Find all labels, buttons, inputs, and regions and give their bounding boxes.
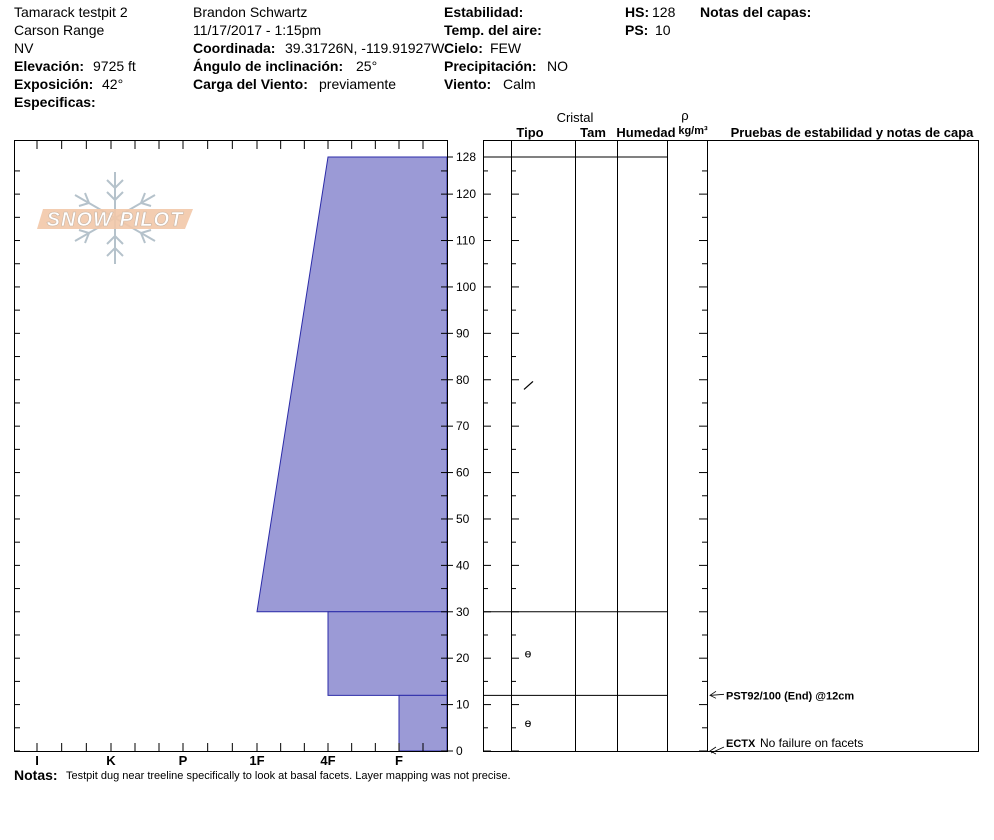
precip-label: Precipitación: [444,58,537,74]
elevation-label: Elevación: [14,58,85,74]
depth-tick-label: 60 [456,465,470,480]
size-header: Tam [580,125,606,140]
stability-tests [710,690,863,754]
moisture-header: Humedad [616,125,676,140]
wind-value: Calm [503,76,536,92]
depth-tick-label: 70 [456,419,470,434]
sky-label: Cielo: [444,40,483,56]
notes-label: Notas: [14,767,58,783]
hardness-profile [257,157,447,751]
grain-symbol [524,381,533,389]
aspect-value: 42° [102,76,124,92]
test-pointer-arrow [710,747,716,754]
logo-text: SNOW PILOT [46,209,184,231]
coord-value: 39.31726N, -119.91927W [285,40,445,56]
grain-symbol: ɵ [524,716,532,731]
snowpilot-logo [37,172,193,264]
stability-test-note: No failure on facets [760,736,864,750]
depth-tick-label: 20 [456,651,470,666]
wind-load-value: previamente [319,76,397,92]
depth-tick-label: 128 [456,150,477,164]
density-unit-header: kg/m³ [678,125,708,137]
notes-text: Testpit dug near treeline specifically to look at basal facets. Layer mapping was not precise. [66,770,511,782]
hardness-axis-labels [35,753,403,768]
test-pointer [711,694,724,695]
ps-value: 10 [655,22,671,38]
hs-value: 128 [652,4,676,20]
depth-tick-label: 90 [456,326,470,341]
hardness-layer [328,612,447,696]
aspect-label: Exposición: [14,76,94,92]
rho-header: ρ [681,108,689,123]
stability-test-code: ECTX [726,738,756,750]
slope-label: Ángulo de inclinación: [193,58,344,74]
depth-tick-label: 50 [456,511,470,526]
observer-name: Brandon Schwartz [193,4,308,20]
depth-tick-label: 80 [456,372,470,387]
crystal-header: Cristal [556,110,594,125]
depth-tick-label: 0 [456,744,463,758]
slope-value: 25° [356,58,378,74]
table-depth-ticks [483,171,707,751]
stability-label: Estabilidad: [444,4,524,20]
grain-symbols [524,381,533,730]
stability-test-code: PST92/100 (End) @12cm [726,690,855,703]
grain-symbol: ɵ [524,646,532,661]
state-name: NV [14,40,34,56]
observation-datetime: 11/17/2017 - 1:15pm [193,22,322,38]
hardness-layer [399,695,447,751]
wind-load-label: Carga del Viento: [193,76,308,92]
sky-value: FEW [490,40,522,56]
depth-tick-label: 10 [456,697,470,712]
layer-table-frame [484,141,979,752]
wind-label: Viento: [444,76,492,92]
depth-tick-label: 100 [456,279,477,294]
depth-tick-label: 110 [456,233,476,248]
hardness-label: I [35,753,39,768]
hardness-label: K [106,753,116,768]
specifics-label: Especificas: [14,94,96,110]
site-name: Tamarack testpit 2 [14,4,128,20]
hardness-layer [257,157,447,612]
precip-value: NO [547,58,568,74]
coord-label: Coordinada: [193,40,276,56]
depth-tick-label: 30 [456,604,470,619]
hardness-label: 4F [320,753,336,768]
range-name: Carson Range [14,22,105,38]
hardness-label: F [395,753,403,768]
layer-notes-label: Notas del capas: [700,4,812,20]
type-header: Tipo [516,125,544,140]
hardness-label: P [178,753,188,768]
ps-label: PS: [625,22,649,38]
depth-tick-label: 40 [456,558,470,573]
depth-tick-label: 120 [456,187,477,202]
hardness-label: 1F [249,753,265,768]
tests-header: Pruebas de estabilidad y notas de capa [730,125,974,140]
air-temp-label: Temp. del aire: [444,22,542,38]
elevation-value: 9725 ft [93,58,136,74]
hs-label: HS: [625,4,650,20]
